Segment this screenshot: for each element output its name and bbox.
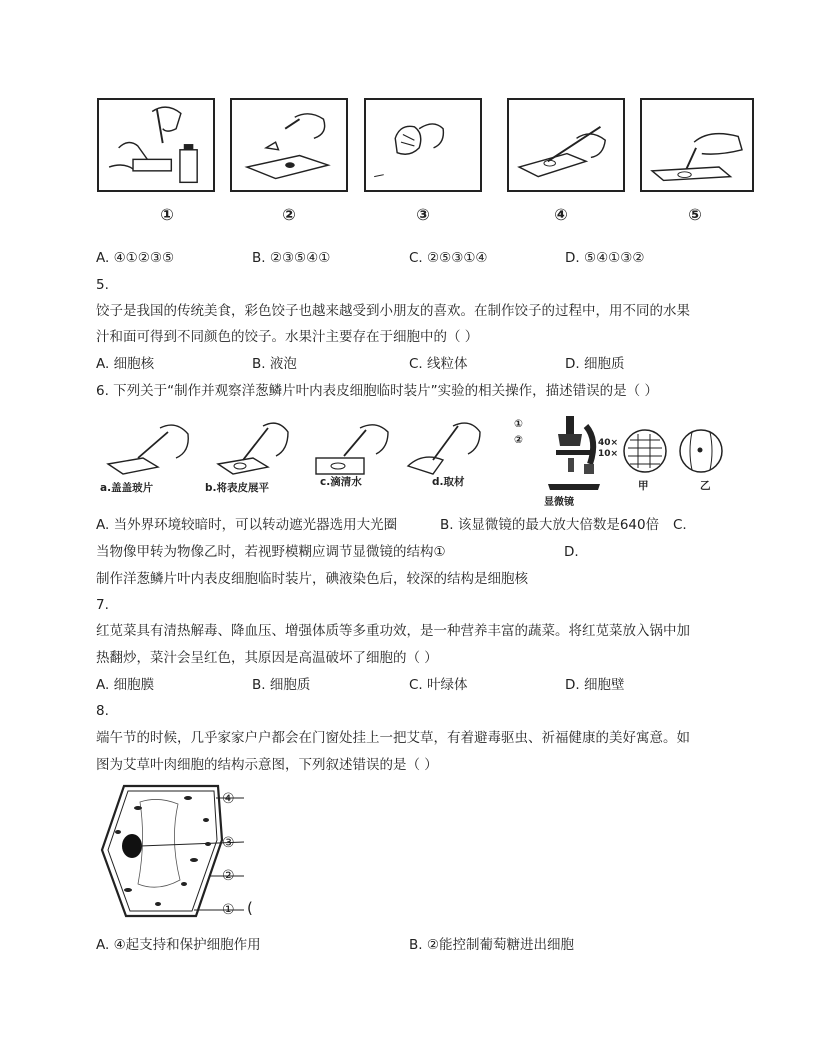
step-number-1: ①: [160, 205, 174, 224]
q5-stem-line2: 汁和面可得到不同颜色的饺子。水果汁主要存在于细胞中的（ ）: [96, 329, 479, 345]
q4-option-c[interactable]: C. ②⑤③①④: [409, 250, 488, 266]
q6-option-b[interactable]: B. 该显微镜的最大放大倍数是640倍: [440, 517, 660, 533]
objective-40x: 40×: [598, 438, 619, 448]
q6-option-d-text[interactable]: 制作洋葱鳞片叶内表皮细胞临时装片，碘液染色后，较深的结构是细胞核: [96, 571, 528, 587]
q7-stem-line1: 红苋菜具有清热解毒、降血压、增强体质等多重功效，是一种营养丰富的蔬菜。将红苋菜放入锅中加: [96, 623, 690, 639]
view-jia-circle: [622, 428, 668, 474]
dropper-slide-illustration: [99, 100, 213, 190]
q7-number: 7.: [96, 597, 109, 613]
q5-option-a[interactable]: A. 细胞核: [96, 356, 155, 372]
view-yi-label: 乙: [700, 480, 711, 492]
cover-slip-illustration: [642, 100, 752, 190]
q8-stem-line2: 图为艾草叶肉细胞的结构示意图，下列叙述错误的是（ ）: [96, 757, 438, 773]
q6-label-c: c.滴清水: [320, 476, 362, 488]
stray-paren: (: [247, 899, 253, 917]
hands-wiping-illustration: [366, 100, 480, 190]
cell-mark-4: ④: [222, 791, 235, 807]
q6-option-c-text[interactable]: 当物像甲转为物像乙时，若视野模糊应调节显微镜的结构①: [96, 544, 446, 560]
q5-stem-line1: 饺子是我国的传统美食，彩色饺子也越来越受到小朋友的喜欢。在制作饺子的过程中，用不同的水果: [96, 303, 690, 319]
step-panel-1: [97, 98, 215, 192]
q5-option-b[interactable]: B. 液泡: [252, 356, 297, 372]
q7-option-a[interactable]: A. 细胞膜: [96, 677, 155, 693]
q7-stem-line2: 热翻炒，菜汁会呈红色，其原因是高温破坏了细胞的（ ）: [96, 650, 438, 666]
q7-option-d[interactable]: D. 细胞壁: [565, 677, 625, 693]
needle-slide-illustration: [509, 100, 623, 190]
q8-option-b[interactable]: B. ②能控制葡萄糖进出细胞: [409, 937, 574, 953]
view-jia-label: 甲: [638, 480, 649, 492]
q6-label-b: b.将表皮展平: [205, 482, 270, 494]
view-yi-circle: [678, 428, 724, 474]
tweezers-slide-illustration: [232, 100, 346, 190]
q8-option-a[interactable]: A. ④起支持和保护细胞作用: [96, 937, 261, 953]
q6-label-d: d.取材: [432, 476, 465, 488]
step-panel-3: [364, 98, 482, 192]
cell-mark-3: ③: [222, 835, 235, 851]
microscope-label: 显微镜: [544, 497, 574, 508]
q6-option-d-marker[interactable]: D.: [564, 544, 579, 560]
microscope-mark-1: ①: [514, 418, 523, 430]
q5-option-d[interactable]: D. 细胞质: [565, 356, 625, 372]
step-number-4: ④: [554, 205, 568, 224]
q5-option-c[interactable]: C. 线粒体: [409, 356, 468, 372]
cell-mark-2: ②: [222, 868, 235, 884]
q8-stem-line1: 端午节的时候，几乎家家户户都会在门窗处挂上一把艾草，有着避毒驱虫、祈福健康的美好寓意。如: [96, 730, 690, 746]
q6-option-a[interactable]: A. 当外界环境较暗时，可以转动遮光器选用大光圈: [96, 517, 398, 533]
step-panel-5: [640, 98, 754, 192]
step-number-3: ③: [416, 205, 430, 224]
q4-option-d[interactable]: D. ⑤④①③②: [565, 250, 645, 266]
q6-label-a: a.盖盖玻片: [100, 482, 154, 494]
step-panel-2: [230, 98, 348, 192]
q8-number: 8.: [96, 703, 109, 719]
q4-option-b[interactable]: B. ②③⑤④①: [252, 250, 331, 266]
cell-mark-1: ①: [222, 902, 235, 918]
objective-10x: 10×: [598, 449, 619, 459]
step-panel-4: [507, 98, 625, 192]
q7-option-b[interactable]: B. 细胞质: [252, 677, 311, 693]
q5-number: 5.: [96, 277, 109, 293]
q4-option-a[interactable]: A. ④①②③⑤: [96, 250, 175, 266]
q6-option-c-marker[interactable]: C.: [673, 517, 687, 533]
q7-option-c[interactable]: C. 叶绿体: [409, 677, 468, 693]
microscope-mark-2: ②: [514, 434, 523, 446]
step-number-2: ②: [282, 205, 296, 224]
step-number-5: ⑤: [688, 205, 702, 224]
q6-stem: 6. 下列关于“制作并观察洋葱鳞片叶内表皮细胞临时装片”实验的相关操作，描述错误的是（ ）: [96, 383, 658, 399]
